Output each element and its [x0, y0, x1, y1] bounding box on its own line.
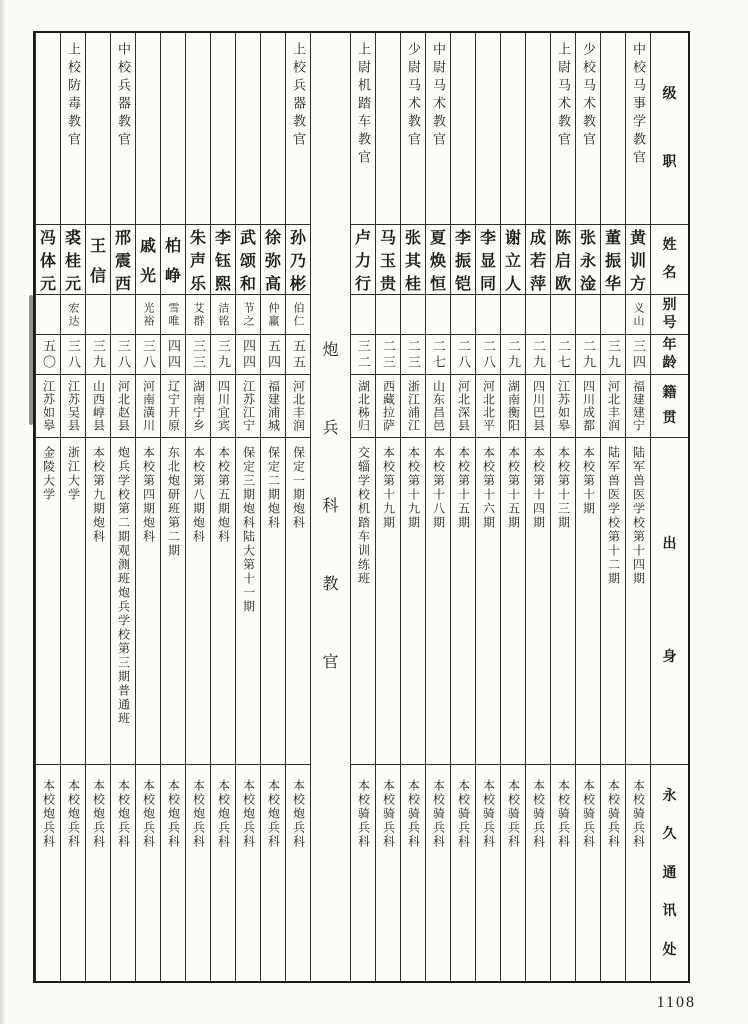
age-cell: 二九: [576, 335, 600, 375]
rank-cell: [451, 33, 475, 225]
background-cell: 本校第四期炮科: [136, 438, 160, 765]
native-place-cell: 浙江浦江: [401, 375, 425, 438]
name-cell: 戚 光: [136, 225, 160, 295]
background-cell: 本校第九期炮科: [86, 438, 110, 765]
native-place-cell: 四川成都: [576, 375, 600, 438]
native-place-cell: 湖南宁乡: [186, 375, 210, 438]
address-cell: 本校骑兵科: [356, 779, 371, 849]
name-cell: 徐 弥 高: [261, 225, 285, 295]
header-rank: 级 职: [651, 33, 688, 225]
byname-cell: [351, 295, 375, 335]
byname-cell: [476, 295, 500, 335]
name-cell: 李 振 铠: [451, 225, 475, 295]
background-cell: 本校第十九期: [401, 438, 425, 765]
rank-cell: [526, 33, 550, 225]
native-place-cell: 四川宜宾: [211, 375, 235, 438]
byname-cell: [501, 295, 525, 335]
age-cell: 二八: [476, 335, 500, 375]
person-column: [85, 33, 110, 981]
age-cell: 三八: [111, 335, 135, 375]
rank-cell: 中校马事学教官: [626, 33, 650, 225]
name-cell: 卢 力 行: [351, 225, 375, 295]
background-cell: 保定一期炮科: [286, 438, 310, 765]
byname-cell: [111, 295, 135, 335]
background-cell: 陆军兽医学校第十二期: [601, 438, 625, 765]
name-cell: 董 振 华: [601, 225, 625, 295]
age-cell: 五四: [261, 335, 285, 375]
name-cell: 朱 声 乐: [186, 225, 210, 295]
byname-cell: 艾群: [186, 295, 210, 335]
background-cell: 陆军兽医学校第十四期: [626, 438, 650, 765]
byname-cell: 洁铭: [211, 295, 235, 335]
age-cell: 二九: [501, 335, 525, 375]
rank-cell: [86, 33, 110, 225]
address-cell: 本校炮兵科: [41, 779, 56, 849]
byname-cell: 节之: [236, 295, 260, 335]
age-cell: 三九: [601, 335, 625, 375]
age-cell: 三二: [351, 335, 375, 375]
byname-cell: 仲赢: [261, 295, 285, 335]
rank-cell: [236, 33, 260, 225]
name-cell: 李 钰 熙: [211, 225, 235, 295]
native-place-cell: 辽宁开原: [161, 375, 185, 438]
header-age: 年 龄: [651, 335, 688, 375]
name-cell: 夏 焕 恒: [426, 225, 450, 295]
byname-cell: 义山: [626, 295, 650, 335]
rank-cell: 少尉马术教官: [401, 33, 425, 225]
address-cell: 本校骑兵科: [406, 779, 421, 849]
address-cell: 本校骑兵科: [606, 779, 621, 849]
native-place-cell: 福建建宁: [626, 375, 650, 438]
name-cell: 张 永 淦: [576, 225, 600, 295]
person-column: [375, 33, 400, 981]
rank-cell: 少校马术教官: [576, 33, 600, 225]
background-cell: 本校第五期炮科: [211, 438, 235, 765]
address-cell: 本校骑兵科: [456, 779, 471, 849]
person-column: [60, 33, 85, 981]
background-cell: 本校第八期炮科: [186, 438, 210, 765]
address-cell: 本校炮兵科: [91, 779, 106, 849]
address-cell: 本校骑兵科: [531, 779, 546, 849]
rank-cell: 中尉马术教官: [426, 33, 450, 225]
header-byname: 别 号: [651, 295, 688, 335]
age-cell: 二七: [426, 335, 450, 375]
name-cell: 武 颂 和: [236, 225, 260, 295]
name-cell: 裘 桂 元: [61, 225, 85, 295]
address-cell: 本校炮兵科: [216, 779, 231, 849]
person-column: [135, 33, 160, 981]
age-cell: 二七: [551, 335, 575, 375]
background-cell: 保定二期炮科: [261, 438, 285, 765]
person-column: [475, 33, 500, 981]
person-column: [400, 33, 425, 981]
name-cell: 陈 启 欧: [551, 225, 575, 295]
address-cell: 本校炮兵科: [66, 779, 81, 849]
rank-cell: 上尉马术教官: [551, 33, 575, 225]
person-column: [525, 33, 550, 981]
staff-register-table: [33, 31, 690, 983]
person-column: [500, 33, 525, 981]
header-background: 出 身: [651, 438, 688, 765]
header-native-place: 籍 贯: [651, 375, 688, 438]
name-cell: 孙 乃 彬: [286, 225, 310, 295]
native-place-cell: 湖北秭归: [351, 375, 375, 438]
native-place-cell: 福建浦城: [261, 375, 285, 438]
address-cell: 本校骑兵科: [431, 779, 446, 849]
age-cell: 三八: [136, 335, 160, 375]
rank-cell: [601, 33, 625, 225]
age-cell: 二三: [401, 335, 425, 375]
header-name: 姓 名: [651, 225, 688, 295]
age-cell: 三八: [61, 335, 85, 375]
header-address: 永 久 通 讯 处: [662, 788, 677, 958]
person-column: [285, 33, 310, 981]
table-header-column: [650, 33, 688, 981]
address-cell: 本校炮兵科: [291, 779, 306, 849]
person-column: [35, 33, 60, 981]
age-cell: 三九: [211, 335, 235, 375]
name-cell: 邢 震 西: [111, 225, 135, 295]
background-cell: 本校第十六期: [476, 438, 500, 765]
person-column: [110, 33, 135, 981]
native-place-cell: 江苏江宁: [236, 375, 260, 438]
age-cell: 四四: [236, 335, 260, 375]
byname-cell: 雪唯: [161, 295, 185, 335]
rank-cell: [136, 33, 160, 225]
background-cell: 浙江大学: [61, 438, 85, 765]
page-number: 1108: [656, 994, 696, 1011]
background-cell: 本校第十三期: [551, 438, 575, 765]
name-cell: 李 显 同: [476, 225, 500, 295]
byname-cell: [526, 295, 550, 335]
person-column: [350, 33, 375, 981]
background-cell: 本校第十期: [576, 438, 600, 765]
address-cell: 本校炮兵科: [116, 779, 131, 849]
byname-cell: 光裕: [136, 295, 160, 335]
native-place-cell: 江苏如皋: [551, 375, 575, 438]
name-cell: 谢 立 人: [501, 225, 525, 295]
native-place-cell: 河北北平: [476, 375, 500, 438]
address-cell: 本校炮兵科: [191, 779, 206, 849]
byname-cell: 伯仁: [286, 295, 310, 335]
native-place-cell: 西藏拉萨: [376, 375, 400, 438]
person-column: [160, 33, 185, 981]
rank-cell: 上校兵器教官: [286, 33, 310, 225]
name-cell: 马 玉 贵: [376, 225, 400, 295]
address-cell: 本校骑兵科: [506, 779, 521, 849]
person-column: [625, 33, 650, 981]
byname-cell: [376, 295, 400, 335]
name-cell: 王 信: [86, 225, 110, 295]
person-column: [235, 33, 260, 981]
background-cell: 交辎学校机踏车训练班: [351, 438, 375, 765]
rank-cell: [476, 33, 500, 225]
scan-edge-shadow: [0, 0, 6, 1024]
rank-cell: 中校兵器教官: [111, 33, 135, 225]
background-cell: 本校第十四期: [526, 438, 550, 765]
age-cell: 三九: [86, 335, 110, 375]
address-cell: 本校骑兵科: [581, 779, 596, 849]
name-cell: 柏 峥: [161, 225, 185, 295]
byname-cell: [86, 295, 110, 335]
byname-cell: [401, 295, 425, 335]
name-cell: 张 其 桂: [401, 225, 425, 295]
age-cell: 三三: [186, 335, 210, 375]
section-divider-artillery-instructors: 炮 兵 科 教 官: [310, 33, 350, 981]
rank-cell: [161, 33, 185, 225]
background-cell: 炮兵学校第二期观测班炮兵学校第三期普通班: [111, 438, 135, 765]
rank-cell: [186, 33, 210, 225]
native-place-cell: 四川巴县: [526, 375, 550, 438]
native-place-cell: 江苏吴县: [61, 375, 85, 438]
age-cell: 四四: [161, 335, 185, 375]
address-cell: 本校炮兵科: [241, 779, 256, 849]
age-cell: 五五: [286, 335, 310, 375]
rank-cell: [211, 33, 235, 225]
byname-cell: 宏达: [61, 295, 85, 335]
byname-cell: [426, 295, 450, 335]
rank-cell: 上尉机踏车教官: [351, 33, 375, 225]
age-cell: 五〇: [36, 335, 60, 375]
native-place-cell: 河北丰润: [601, 375, 625, 438]
background-cell: 保定三期炮科陆大第十一期: [236, 438, 260, 765]
rank-cell: [261, 33, 285, 225]
native-place-cell: 河北深县: [451, 375, 475, 438]
native-place-cell: 河北赵县: [111, 375, 135, 438]
age-cell: 三四: [626, 335, 650, 375]
address-cell: 本校骑兵科: [481, 779, 496, 849]
person-column: [210, 33, 235, 981]
background-cell: 东北炮研班第二期: [161, 438, 185, 765]
person-column: [600, 33, 625, 981]
age-cell: 二三: [376, 335, 400, 375]
background-cell: 本校第十九期: [376, 438, 400, 765]
background-cell: 本校第十八期: [426, 438, 450, 765]
rank-cell: [36, 33, 60, 225]
age-cell: 二九: [526, 335, 550, 375]
background-cell: 金陵大学: [36, 438, 60, 765]
person-column: [260, 33, 285, 981]
age-cell: 二八: [451, 335, 475, 375]
rank-cell: [376, 33, 400, 225]
native-place-cell: 河北丰润: [286, 375, 310, 438]
person-column: [550, 33, 575, 981]
person-column: [425, 33, 450, 981]
native-place-cell: 河南潢川: [136, 375, 160, 438]
person-column: [185, 33, 210, 981]
background-cell: 本校第十五期: [451, 438, 475, 765]
person-column: [450, 33, 475, 981]
address-cell: 本校炮兵科: [141, 779, 156, 849]
byname-cell: [601, 295, 625, 335]
byname-cell: [576, 295, 600, 335]
native-place-cell: 山西崞县: [86, 375, 110, 438]
address-cell: 本校骑兵科: [556, 779, 571, 849]
address-cell: 本校炮兵科: [266, 779, 281, 849]
byname-cell: [451, 295, 475, 335]
rank-cell: [501, 33, 525, 225]
byname-cell: [36, 295, 60, 335]
address-cell: 本校骑兵科: [631, 779, 646, 849]
native-place-cell: 江苏如皋: [36, 375, 60, 438]
name-cell: 黄 训 方: [626, 225, 650, 295]
native-place-cell: 山东昌邑: [426, 375, 450, 438]
address-cell: 本校炮兵科: [166, 779, 181, 849]
address-cell: 本校骑兵科: [381, 779, 396, 849]
native-place-cell: 湖南衡阳: [501, 375, 525, 438]
person-column: [575, 33, 600, 981]
name-cell: 成 若 萍: [526, 225, 550, 295]
name-cell: 冯 体 元: [36, 225, 60, 295]
rank-cell: 上校防毒教官: [61, 33, 85, 225]
byname-cell: [551, 295, 575, 335]
background-cell: 本校第十五期: [501, 438, 525, 765]
